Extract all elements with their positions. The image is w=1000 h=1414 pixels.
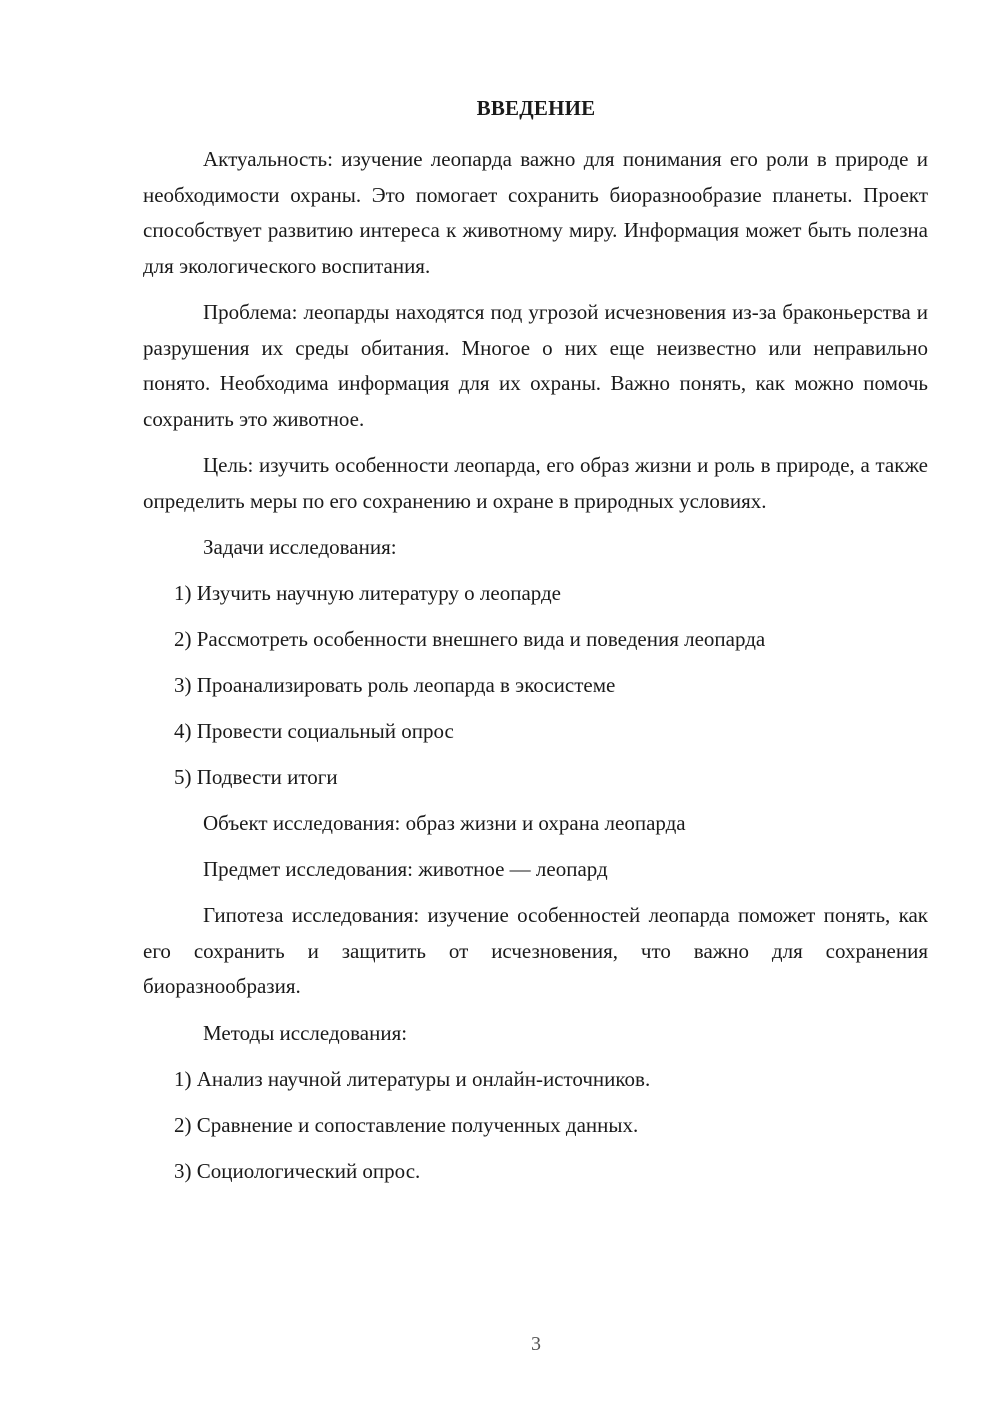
methods-heading: Методы исследования: [203, 1020, 408, 1045]
list-item: 3) Проанализировать роль леопарда в экосистеме [174, 673, 616, 697]
object-line: Объект исследования: образ жизни и охрана леопарда [203, 811, 686, 835]
tasks-list [143, 576, 928, 796]
page-number: 3 [531, 1333, 541, 1355]
list-item: 3) Социологический опрос. [174, 1158, 421, 1183]
relevance-paragraph: Актуальность: изучение леопарда важно для понимания его роли в природе и необходимости охраны. Это помогает сохранить биоразнообразие планеты. Проект способствует развитию интереса к животному миру. Информация может быть полезна для экологического воспитания. [143, 147, 928, 278]
list-item: 2) Рассмотреть особенности внешнего вида и поведения леопарда [174, 627, 766, 651]
section-title: ВВЕДЕНИЕ [476, 96, 596, 120]
tasks-heading: Задачи исследования: [203, 535, 397, 559]
introduction-body [143, 142, 928, 1200]
list-item: 5) Подвести итоги [174, 765, 338, 789]
list-item: 1) Анализ научной литературы и онлайн-источников. [174, 1066, 651, 1091]
hypothesis-paragraph: Гипотеза исследования: изучение особенностей леопарда поможет понять, как его сохранить и защитить от исчезновения, что важно для сохранения биоразнообразия. [143, 903, 928, 998]
list-item: 2) Сравнение и сопоставление полученных данных. [174, 1112, 639, 1137]
goal-paragraph: Цель: изучить особенности леопарда, его образ жизни и роль в природе, а также определить меры по его сохранению и охране в природных условиях. [143, 453, 928, 513]
problem-paragraph: Проблема: леопарды находятся под угрозой исчезновения из-за браконьерства и разрушения их среды обитания. Многое о них еще неизвестно или неправильно понято. Необходима информация для их охраны. Важно понять, как можно помочь сохранить это животное. [143, 300, 928, 431]
list-item: 1) Изучить научную литературу о леопарде [174, 581, 562, 605]
list-item: 4) Провести социальный опрос [174, 719, 454, 743]
subject-line: Предмет исследования: животное — леопард [203, 857, 608, 881]
methods-list [143, 1062, 928, 1190]
